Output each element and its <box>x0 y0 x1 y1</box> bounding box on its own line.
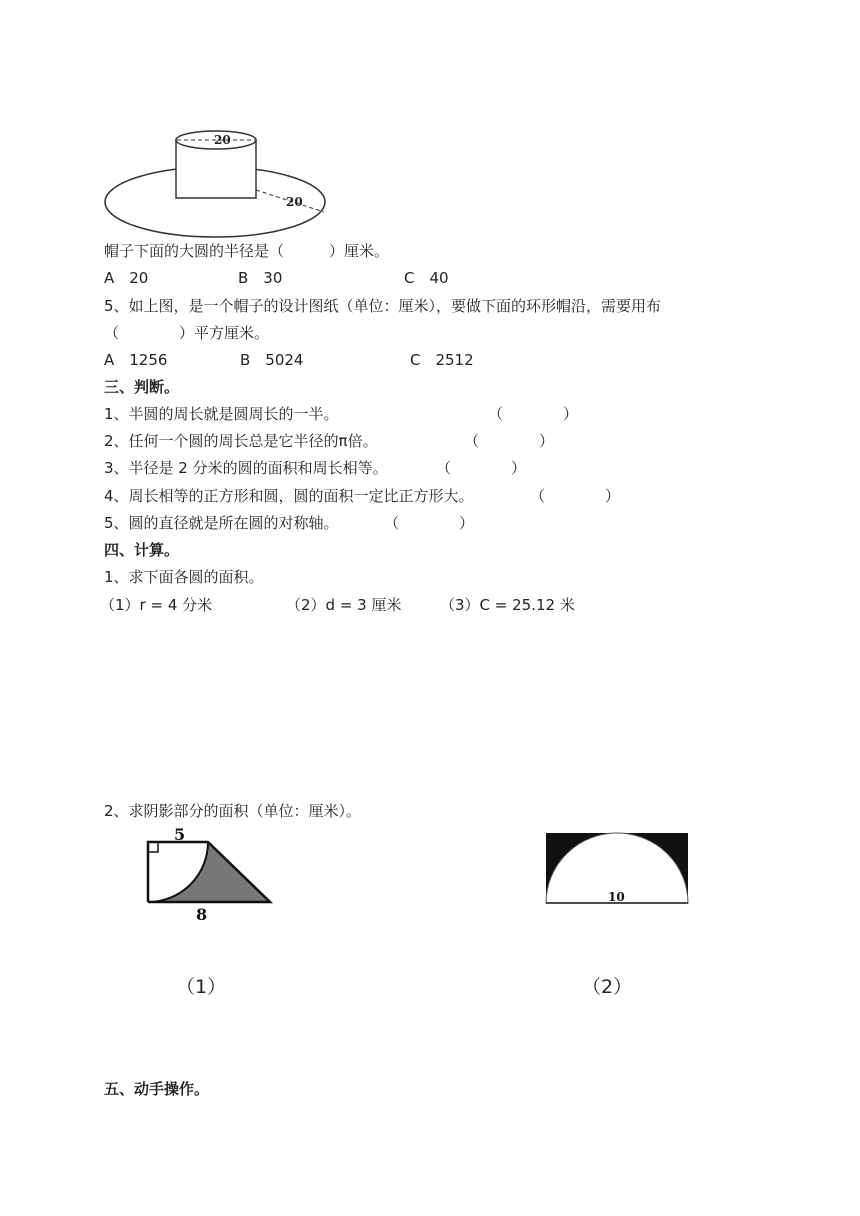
shaded-figure-2 <box>544 830 692 910</box>
q4-option-b: B 30 <box>238 269 283 287</box>
section3-heading: 三、判断。 <box>104 378 180 396</box>
section4-heading: 四、计算。 <box>104 541 180 559</box>
shaded-figure-1 <box>140 824 276 924</box>
judge-blank-4: （ ） <box>530 487 621 505</box>
figure-2-caption: （2） <box>582 976 633 998</box>
hat-brim-label: 20 <box>286 195 303 209</box>
judge-blank-5: （ ） <box>384 514 475 532</box>
calc-q1-part2: （2）d = 3 厘米 <box>286 596 402 614</box>
section5-heading: 五、动手操作。 <box>104 1080 210 1098</box>
figure-2-base-label: 10 <box>608 890 625 904</box>
calc-q2-text: 2、求阴影部分的面积（单位：厘米）。 <box>104 802 362 820</box>
judge-item-1: 1、半圆的周长就是圆周长的一半。 <box>104 405 339 423</box>
q5-line1: 5、如上图，是一个帽子的设计图纸（单位：厘米），要做下面的环形帽沿，需要用布 <box>104 297 662 315</box>
judge-blank-3: （ ） <box>436 459 527 477</box>
q5-line2: （ ）平方厘米。 <box>104 324 270 342</box>
figure-1-top-label: 5 <box>174 825 186 844</box>
q5-option-b: B 5024 <box>240 351 304 369</box>
judge-blank-1: （ ） <box>488 405 579 423</box>
calc-q1-part3: （3）C = 25.12 米 <box>440 596 575 614</box>
q4-tail-text: 帽子下面的大圆的半径是（ ）厘米。 <box>104 242 390 260</box>
judge-blank-2: （ ） <box>464 432 555 450</box>
judge-item-3: 3、半径是 2 分米的圆的面积和周长相等。 <box>104 459 388 477</box>
q4-option-a: A 20 <box>104 269 149 287</box>
q4-option-c: C 40 <box>404 269 449 287</box>
judge-item-2: 2、任何一个圆的周长总是它半径的π倍。 <box>104 432 378 450</box>
judge-item-4: 4、周长相等的正方形和圆，圆的面积一定比正方形大。 <box>104 487 474 505</box>
q5-option-a: A 1256 <box>104 351 168 369</box>
q5-option-c: C 2512 <box>410 351 474 369</box>
figure-1-caption: （1） <box>176 976 227 998</box>
hat-figure <box>100 120 332 240</box>
figure-1-bottom-label: 8 <box>196 905 208 924</box>
hat-top-label: 20 <box>214 133 231 147</box>
calc-q1-part1: （1）r = 4 分米 <box>100 596 213 614</box>
calc-q1-text: 1、求下面各圆的面积。 <box>104 568 264 586</box>
judge-item-5: 5、圆的直径就是所在圆的对称轴。 <box>104 514 339 532</box>
